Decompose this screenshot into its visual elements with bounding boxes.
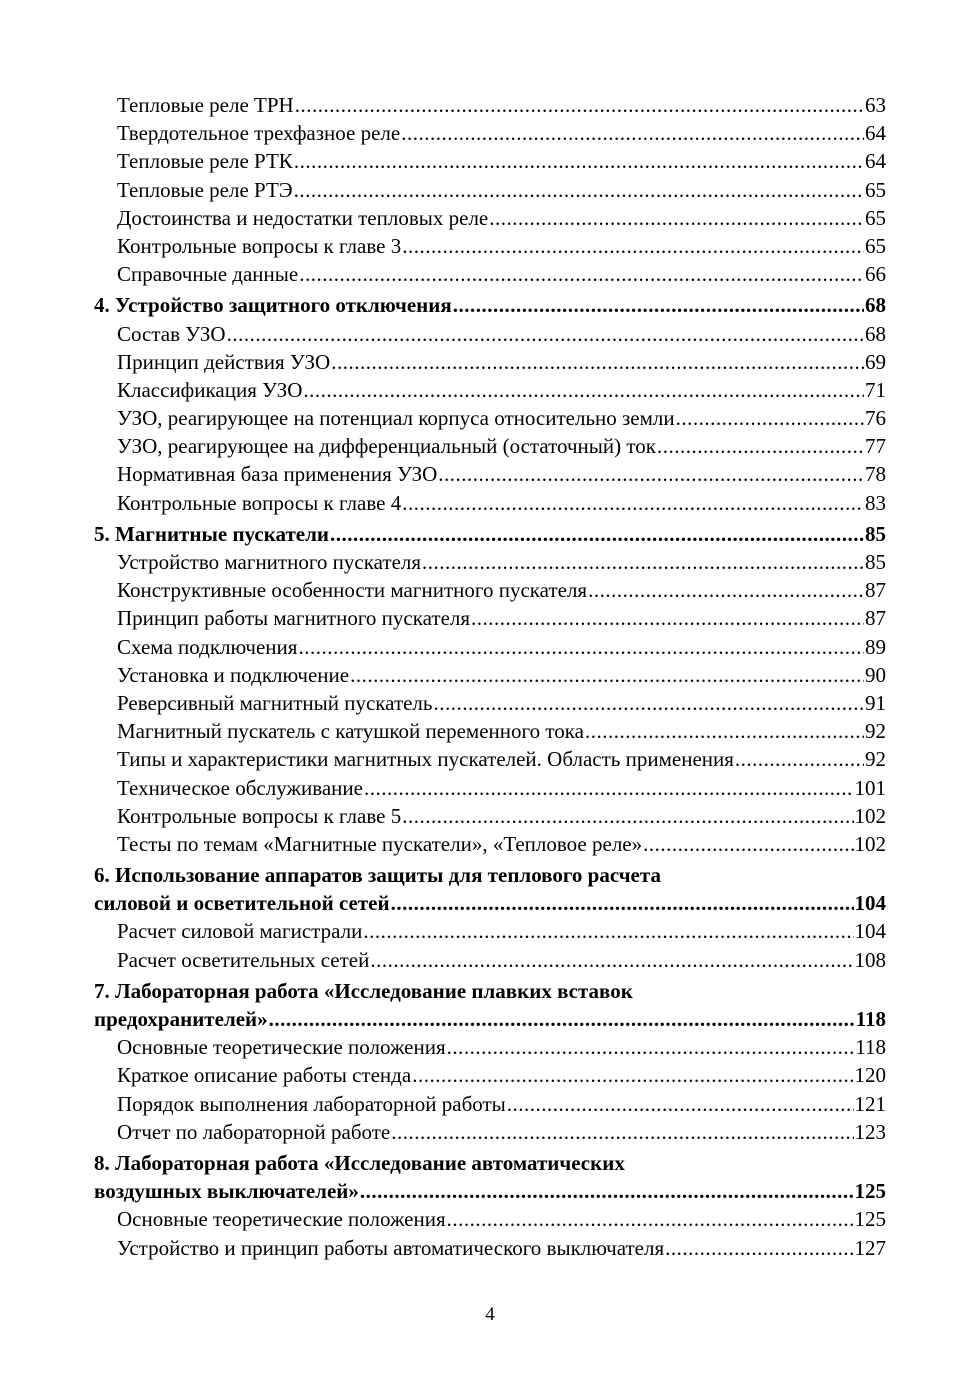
toc-entry[interactable] <box>94 802 886 830</box>
toc-entry-title: Принцип работы магнитного пускателя <box>117 606 471 631</box>
toc-entry[interactable] <box>94 348 886 376</box>
toc-entry-title: Контрольные вопросы к главе 5 <box>117 803 402 828</box>
toc-entry-title: силовой и осветительной сетей <box>94 891 390 916</box>
toc-chapter-heading[interactable] <box>94 1177 886 1205</box>
toc-dot-leader <box>295 91 864 119</box>
toc-entry-page: 118 <box>855 1007 886 1031</box>
toc-entry-title: Достоинства и недостатки тепловых реле <box>117 205 489 230</box>
toc-entry[interactable] <box>94 1033 886 1061</box>
toc-entry-title: 5. Магнитные пускатели <box>94 521 329 546</box>
toc-entry-title: УЗО, реагирующее на потенциал корпуса относительно земли <box>117 406 675 431</box>
toc-entry[interactable] <box>94 774 886 802</box>
toc-entry-title: Контрольные вопросы к главе 4 <box>117 490 402 515</box>
toc-entry[interactable] <box>94 176 886 204</box>
toc-entry[interactable] <box>94 830 886 858</box>
toc-entry-title: предохранителей» <box>94 1007 268 1031</box>
toc-entry-title: Твердотельное трехфазное реле <box>117 121 401 146</box>
toc-entry-page: 63 <box>865 93 886 117</box>
toc-entry-title: Контрольные вопросы к главе 3 <box>117 233 402 258</box>
toc-dot-leader <box>269 1005 855 1033</box>
toc-entry-page: 101 <box>854 775 886 800</box>
toc-entry[interactable] <box>94 548 886 576</box>
toc-dot-leader <box>401 119 864 147</box>
toc-entry[interactable] <box>94 633 886 661</box>
toc-entry[interactable] <box>94 717 886 745</box>
toc-dot-leader <box>676 404 864 432</box>
toc-entry-title: Отчет по лабораторной работе <box>117 1119 391 1144</box>
toc-entry-title: 4. Устройство защитного отключения <box>94 293 452 318</box>
toc-entry-page: 76 <box>865 406 886 431</box>
toc-dot-leader <box>471 604 864 632</box>
toc-entry-title: Типы и характеристики магнитных пускателей. Область применения <box>117 747 734 772</box>
toc-dot-leader <box>585 717 864 745</box>
toc-entry-title: Классификация УЗО <box>117 377 303 402</box>
toc-dot-leader <box>657 432 864 460</box>
toc-entry[interactable] <box>94 119 886 147</box>
toc-entry-page: 91 <box>865 690 886 715</box>
toc-entry[interactable] <box>94 320 886 348</box>
toc-entry-title: воздушных выключателей» <box>94 1179 359 1204</box>
toc-entry-page: 92 <box>865 747 886 772</box>
toc-entry-page: 102 <box>854 831 886 856</box>
toc-entry-page: 87 <box>865 578 886 603</box>
toc-dot-leader <box>489 204 864 232</box>
toc-dot-leader <box>453 291 864 319</box>
table-of-contents <box>94 91 886 1262</box>
toc-chapter-heading[interactable] <box>94 291 886 319</box>
toc-dot-leader <box>402 802 853 830</box>
toc-entry-page: 85 <box>865 521 886 546</box>
toc-entry-title: 6. Использование аппаратов защиты для теплового расчета <box>94 863 661 888</box>
toc-entry[interactable] <box>94 1234 886 1262</box>
toc-dot-leader <box>330 520 864 548</box>
toc-dot-leader <box>363 917 853 945</box>
toc-entry-page: 118 <box>855 1035 886 1060</box>
toc-dot-leader <box>227 320 864 348</box>
toc-dot-leader <box>402 489 864 517</box>
toc-dot-leader <box>447 1033 855 1061</box>
toc-chapter-heading[interactable] <box>94 861 886 889</box>
toc-dot-leader <box>402 232 864 260</box>
toc-dot-leader <box>298 633 864 661</box>
toc-entry-title: Схема подключения <box>117 634 298 659</box>
toc-entry[interactable] <box>94 91 886 119</box>
toc-dot-leader <box>294 147 864 175</box>
toc-entry[interactable] <box>94 946 886 974</box>
toc-chapter-heading[interactable] <box>94 1005 886 1033</box>
toc-dot-leader <box>331 348 864 376</box>
toc-entry-page: 102 <box>854 803 886 828</box>
toc-entry-title: Справочные данные <box>117 262 299 287</box>
toc-entry-page: 89 <box>865 634 886 659</box>
toc-entry-title: Основные теоретические положения <box>117 1035 446 1060</box>
toc-entry-page: 85 <box>865 550 886 574</box>
toc-entry-page: 104 <box>854 919 886 944</box>
toc-dot-leader <box>350 661 864 689</box>
toc-entry[interactable] <box>94 376 886 404</box>
toc-entry-page: 125 <box>854 1207 886 1232</box>
toc-entry[interactable] <box>94 576 886 604</box>
toc-entry-page: 68 <box>865 293 886 318</box>
toc-entry-page: 65 <box>865 205 886 230</box>
toc-entry[interactable] <box>94 232 886 260</box>
toc-entry-title: Тесты по темам «Магнитные пускатели», «Тепловое реле» <box>117 831 643 856</box>
toc-entry[interactable] <box>94 204 886 232</box>
toc-entry-page: 108 <box>854 947 886 972</box>
toc-dot-leader <box>360 1177 854 1205</box>
toc-entry[interactable] <box>94 404 886 432</box>
toc-dot-leader <box>412 1061 853 1089</box>
toc-entry-page: 64 <box>865 149 886 174</box>
toc-dot-leader <box>434 689 865 717</box>
toc-entry[interactable] <box>94 460 886 488</box>
toc-entry[interactable] <box>94 260 886 288</box>
toc-entry-page: 68 <box>865 321 886 346</box>
toc-entry-title: Тепловые реле РТЭ <box>117 177 293 202</box>
toc-entry-page: 77 <box>865 434 886 459</box>
toc-entry-page: 65 <box>865 233 886 258</box>
page-number: 4 <box>485 1304 495 1325</box>
toc-entry-title: Состав УЗО <box>117 321 226 346</box>
toc-chapter-heading[interactable] <box>94 520 886 548</box>
toc-dot-leader <box>299 260 864 288</box>
toc-entry-page: 87 <box>865 606 886 631</box>
toc-dot-leader <box>391 889 854 917</box>
toc-entry-page: 83 <box>865 490 886 515</box>
toc-entry-title: Расчет силовой магистрали <box>117 919 363 944</box>
toc-dot-leader <box>447 1205 854 1233</box>
toc-entry-page: 90 <box>865 662 886 687</box>
toc-dot-leader <box>303 376 864 404</box>
toc-entry[interactable] <box>94 1061 886 1089</box>
toc-entry-page: 121 <box>854 1091 886 1116</box>
toc-entry-title: Техническое обслуживание <box>117 775 363 800</box>
toc-entry-title: Конструктивные особенности магнитного пускателя <box>117 578 588 603</box>
toc-entry-page: 69 <box>865 349 886 374</box>
toc-entry-title: 8. Лабораторная работа «Исследование автоматических <box>94 1150 625 1175</box>
toc-entry-title: Устройство и принцип работы автоматического выключателя <box>117 1235 665 1260</box>
toc-entry-page: 125 <box>854 1179 886 1204</box>
toc-dot-leader <box>665 1234 853 1262</box>
toc-entry-page: 92 <box>865 719 886 744</box>
toc-entry[interactable] <box>94 489 886 517</box>
toc-chapter-heading[interactable] <box>94 1149 886 1177</box>
toc-entry-title: Нормативная база применения УЗО <box>117 462 438 487</box>
toc-entry-page: 65 <box>865 177 886 202</box>
toc-entry[interactable] <box>94 745 886 773</box>
toc-dot-leader <box>294 176 864 204</box>
toc-entry[interactable] <box>94 1090 886 1118</box>
toc-chapter-heading[interactable] <box>94 889 886 917</box>
toc-entry-title: 7. Лабораторная работа «Исследование плавких вставок <box>94 978 633 1003</box>
toc-entry[interactable] <box>94 917 886 945</box>
toc-entry-title: Тепловые реле ТРН <box>117 93 294 117</box>
toc-entry-title: Устройство магнитного пускателя <box>117 550 422 574</box>
toc-entry-title: УЗО, реагирующее на дифференциальный (остаточный) ток <box>117 434 656 459</box>
toc-dot-leader <box>735 745 864 773</box>
toc-dot-leader <box>364 774 854 802</box>
toc-entry-page: 127 <box>854 1235 886 1260</box>
toc-entry-title: Установка и подключение <box>117 662 350 687</box>
toc-chapter-heading[interactable] <box>94 977 886 1005</box>
toc-entry-title: Магнитный пускатель с катушкой переменного тока <box>117 719 584 744</box>
toc-entry[interactable] <box>94 1205 886 1233</box>
toc-entry-page: 120 <box>854 1063 886 1088</box>
toc-entry-title: Порядок выполнения лабораторной работы <box>117 1091 506 1116</box>
toc-entry[interactable] <box>94 432 886 460</box>
toc-entry[interactable] <box>94 661 886 689</box>
toc-dot-leader <box>422 548 864 576</box>
toc-entry[interactable] <box>94 147 886 175</box>
toc-entry-page: 123 <box>854 1119 886 1144</box>
toc-entry[interactable] <box>94 689 886 717</box>
toc-entry-page: 66 <box>865 262 886 287</box>
toc-entry-title: Тепловые реле РТК <box>117 149 293 174</box>
toc-entry-page: 64 <box>865 121 886 146</box>
toc-entry-page: 78 <box>865 462 886 487</box>
toc-entry-title: Краткое описание работы стенда <box>117 1063 412 1088</box>
toc-dot-leader <box>391 1118 853 1146</box>
toc-entry-title: Основные теоретические положения <box>117 1207 446 1232</box>
toc-entry-page: 71 <box>865 377 886 402</box>
toc-dot-leader <box>643 830 853 858</box>
toc-dot-leader <box>588 576 864 604</box>
toc-entry-title: Реверсивный магнитный пускатель <box>117 690 433 715</box>
toc-entry-title: Принцип действия УЗО <box>117 349 331 374</box>
toc-entry[interactable] <box>94 1118 886 1146</box>
toc-dot-leader <box>438 460 864 488</box>
toc-dot-leader <box>370 946 853 974</box>
toc-entry-page: 104 <box>854 891 886 916</box>
toc-entry[interactable] <box>94 604 886 632</box>
toc-entry-title: Расчет осветительных сетей <box>117 947 370 972</box>
toc-dot-leader <box>507 1090 854 1118</box>
